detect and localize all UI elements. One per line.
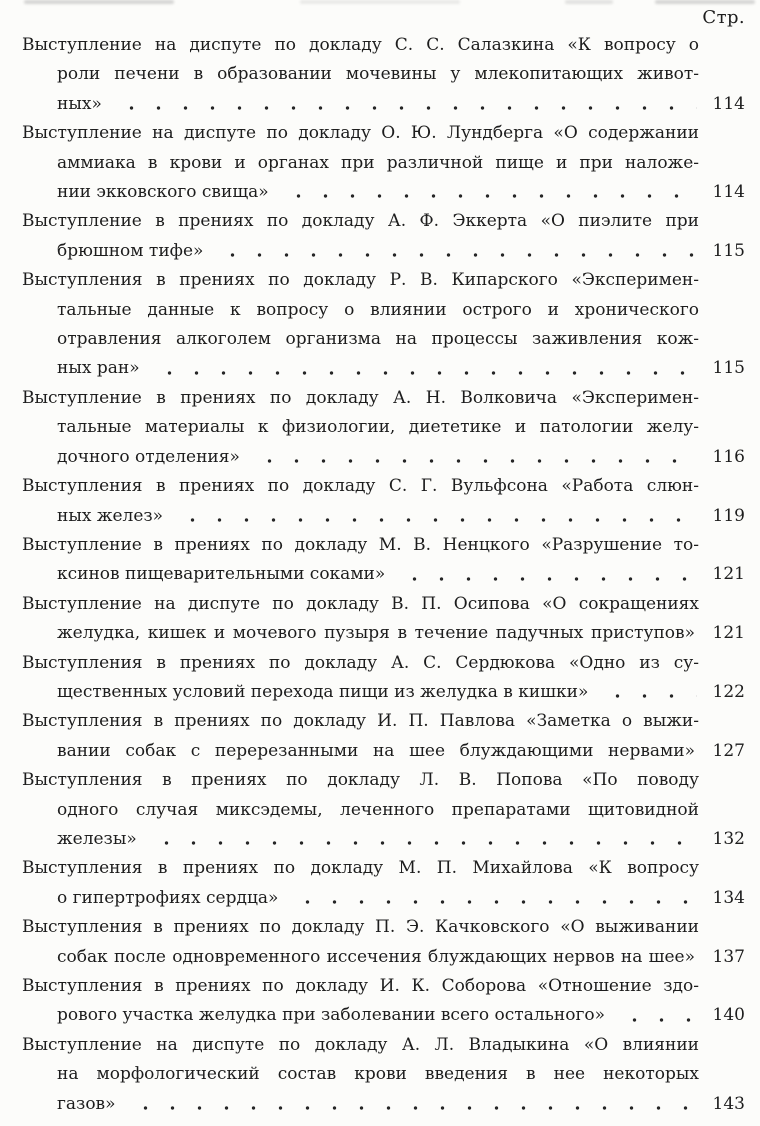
entry-line-text: вании собак с перерезанными на шее блуждающими нервами» (57, 740, 695, 761)
page-number: 121 (712, 623, 745, 644)
entry-line: Выступления в прениях по докладу И. К. Соборова «Отношение здо- (22, 976, 699, 996)
entry-lines (22, 590, 745, 619)
toc-entry (22, 531, 745, 590)
entry-line: Выступление в прениях по докладу А. Ф. Эккерта «О пиэлите при (22, 211, 699, 232)
entry-line: Выступление на диспуте по докладу С. С. Салазкина «К вопросу о (22, 35, 699, 55)
page-number: 116 (712, 446, 745, 467)
entry-last-line (57, 884, 745, 913)
toc-entry (22, 707, 745, 766)
page-number: 143 (712, 1093, 745, 1114)
entry-line-text: брюшном тифе» (57, 240, 204, 261)
toc-entry (22, 590, 745, 649)
toc-entry (22, 31, 745, 119)
entry-line-text: о гипертрофиях сердца» (57, 887, 279, 908)
toc-entry (22, 1031, 745, 1119)
page-number: 115 (712, 358, 745, 379)
entry-line-text: желудка, кишек и мочевого пузыря в течение падучных приступов» (57, 623, 695, 644)
dot-leader (148, 354, 697, 383)
toc-entry (22, 266, 745, 384)
entry-last-line (57, 237, 745, 266)
entry-last-line (57, 678, 745, 707)
entry-lines (22, 472, 745, 501)
entry-last-line (57, 90, 745, 119)
entry-last-line (57, 1090, 745, 1119)
entry-line-text: рового участка желудка при заболевании всего остального» (57, 1005, 606, 1026)
entry-lines (22, 707, 745, 736)
page-number: 114 (712, 93, 745, 114)
entry-lines (22, 119, 745, 178)
page-number: 121 (712, 564, 745, 585)
entry-line: Выступления в прениях по докладу М. П. Михайлова «К вопросу (22, 858, 699, 879)
entry-line-text: ных ран» (57, 358, 140, 379)
entry-line: Выступления в прениях по докладу Р. В. Кипарского «Эксперимен- (22, 270, 699, 291)
entry-line: Выступление в прениях по докладу А. Н. Волковича «Эксперимен- (22, 387, 699, 408)
entry-lines (22, 766, 745, 825)
page-number: 114 (712, 182, 745, 203)
dot-leader (286, 884, 697, 913)
entry-line-text: ных желез» (57, 505, 164, 526)
toc-entry (22, 913, 745, 972)
entry-line: Выступления в прениях по докладу С. Г. Вульфсона «Работа слюн- (22, 476, 699, 497)
entry-last-line (57, 443, 745, 472)
toc-entry (22, 384, 745, 472)
dot-leader (393, 560, 697, 589)
entry-line: аммиака в крови и органах при различной пище и при наложе- (57, 152, 699, 173)
page-number: 127 (712, 740, 745, 761)
page-column-header: Стр. (702, 7, 745, 28)
toc-entries (22, 31, 745, 1119)
entry-line: Выступления в прениях по докладу А. С. Сердюкова «Одно из су- (22, 652, 699, 673)
entry-line-text: газов» (57, 1093, 116, 1114)
entry-last-line (57, 825, 745, 854)
entry-lines (22, 31, 745, 90)
dot-leader (613, 1001, 697, 1030)
toc-entry (22, 972, 745, 1031)
entry-line-text: железы» (57, 828, 137, 849)
entry-line: тальные данные к вопросу о влиянии острого и хронического (57, 299, 699, 320)
page-number: 134 (712, 887, 745, 908)
entry-line: тальные материалы к физиологии, диететике и патологии желу- (57, 417, 699, 438)
dot-leader (248, 443, 697, 472)
entry-last-line (57, 502, 745, 531)
scan-artifact (24, 0, 174, 4)
entry-line: Выступления в прениях по докладу П. Э. Качковского «О выживании (22, 917, 699, 938)
entry-line: одного случая миксэдемы, леченного препаратами щитовидной (57, 799, 699, 820)
page-number: 132 (712, 828, 745, 849)
entry-line-text: ных» (57, 93, 102, 114)
entry-lines (22, 207, 745, 236)
dot-leader (110, 90, 697, 119)
entry-last-line (57, 1001, 745, 1030)
entry-last-line (57, 943, 745, 972)
dot-leader (171, 502, 697, 531)
page-number: 140 (712, 1005, 745, 1026)
entry-line-text: дочного отделения» (57, 446, 240, 467)
entry-line: Выступление на диспуте по докладу В. П. Осипова «О сокращениях (22, 593, 699, 614)
entry-line: Выступление в прениях по докладу М. В. Ненцкого «Разрушение то- (22, 534, 699, 555)
toc-entry (22, 119, 745, 207)
entry-line-text: нии экковского свища» (57, 182, 269, 203)
dot-leader (145, 825, 697, 854)
entry-lines (22, 1031, 745, 1090)
entry-line-text: собак после одновременного иссечения блуждающих нервов на шее» (57, 946, 695, 967)
entry-lines (22, 649, 745, 678)
toc-entry (22, 854, 745, 913)
entry-lines (22, 384, 745, 443)
scan-artifact (565, 0, 613, 4)
entry-line: Выступления в прениях по докладу И. П. Павлова «Заметка о выжи- (22, 711, 699, 732)
entry-lines (22, 913, 745, 942)
entry-line-text: щественных условий перехода пищи из желудка в кишки» (57, 681, 589, 702)
scan-artifact (300, 0, 460, 4)
entry-lines (22, 972, 745, 1001)
page-number: 137 (712, 946, 745, 967)
page-number: 122 (712, 681, 745, 702)
entry-line: Выступления в прениях по докладу Л. В. Попова «По поводу (22, 770, 699, 791)
entry-lines (22, 531, 745, 560)
toc-entry (22, 207, 745, 266)
entry-line: на морфологический состав крови введения в нее некоторых (57, 1064, 699, 1085)
entry-last-line (57, 619, 745, 648)
entry-lines (22, 266, 745, 354)
toc-entry (22, 649, 745, 708)
dot-leader (124, 1090, 697, 1119)
page-number: 119 (712, 505, 745, 526)
entry-line: роли печени в образовании мочевины у млекопитающих живот- (57, 64, 699, 85)
entry-lines (22, 854, 745, 883)
dot-leader (277, 178, 697, 207)
scan-artifact (0, 0, 760, 6)
entry-last-line (57, 737, 745, 766)
toc-entry (22, 766, 745, 854)
scan-artifact (655, 0, 755, 4)
entry-line: Выступление на диспуте по докладу А. Л. Владыкина «О влиянии (22, 1034, 699, 1055)
dot-leader (596, 678, 697, 707)
entry-last-line (57, 354, 745, 383)
dot-leader (211, 237, 697, 266)
entry-line: отравления алкоголем организма на процессы заживления кож- (57, 329, 699, 350)
entry-last-line (57, 560, 745, 589)
entry-last-line (57, 178, 745, 207)
entry-line-text: ксинов пищеварительными соками» (57, 564, 386, 585)
page-number: 115 (712, 240, 745, 261)
toc-entry (22, 472, 745, 531)
entry-line: Выступление на диспуте по докладу О. Ю. Лундберга «О содержании (22, 123, 699, 144)
